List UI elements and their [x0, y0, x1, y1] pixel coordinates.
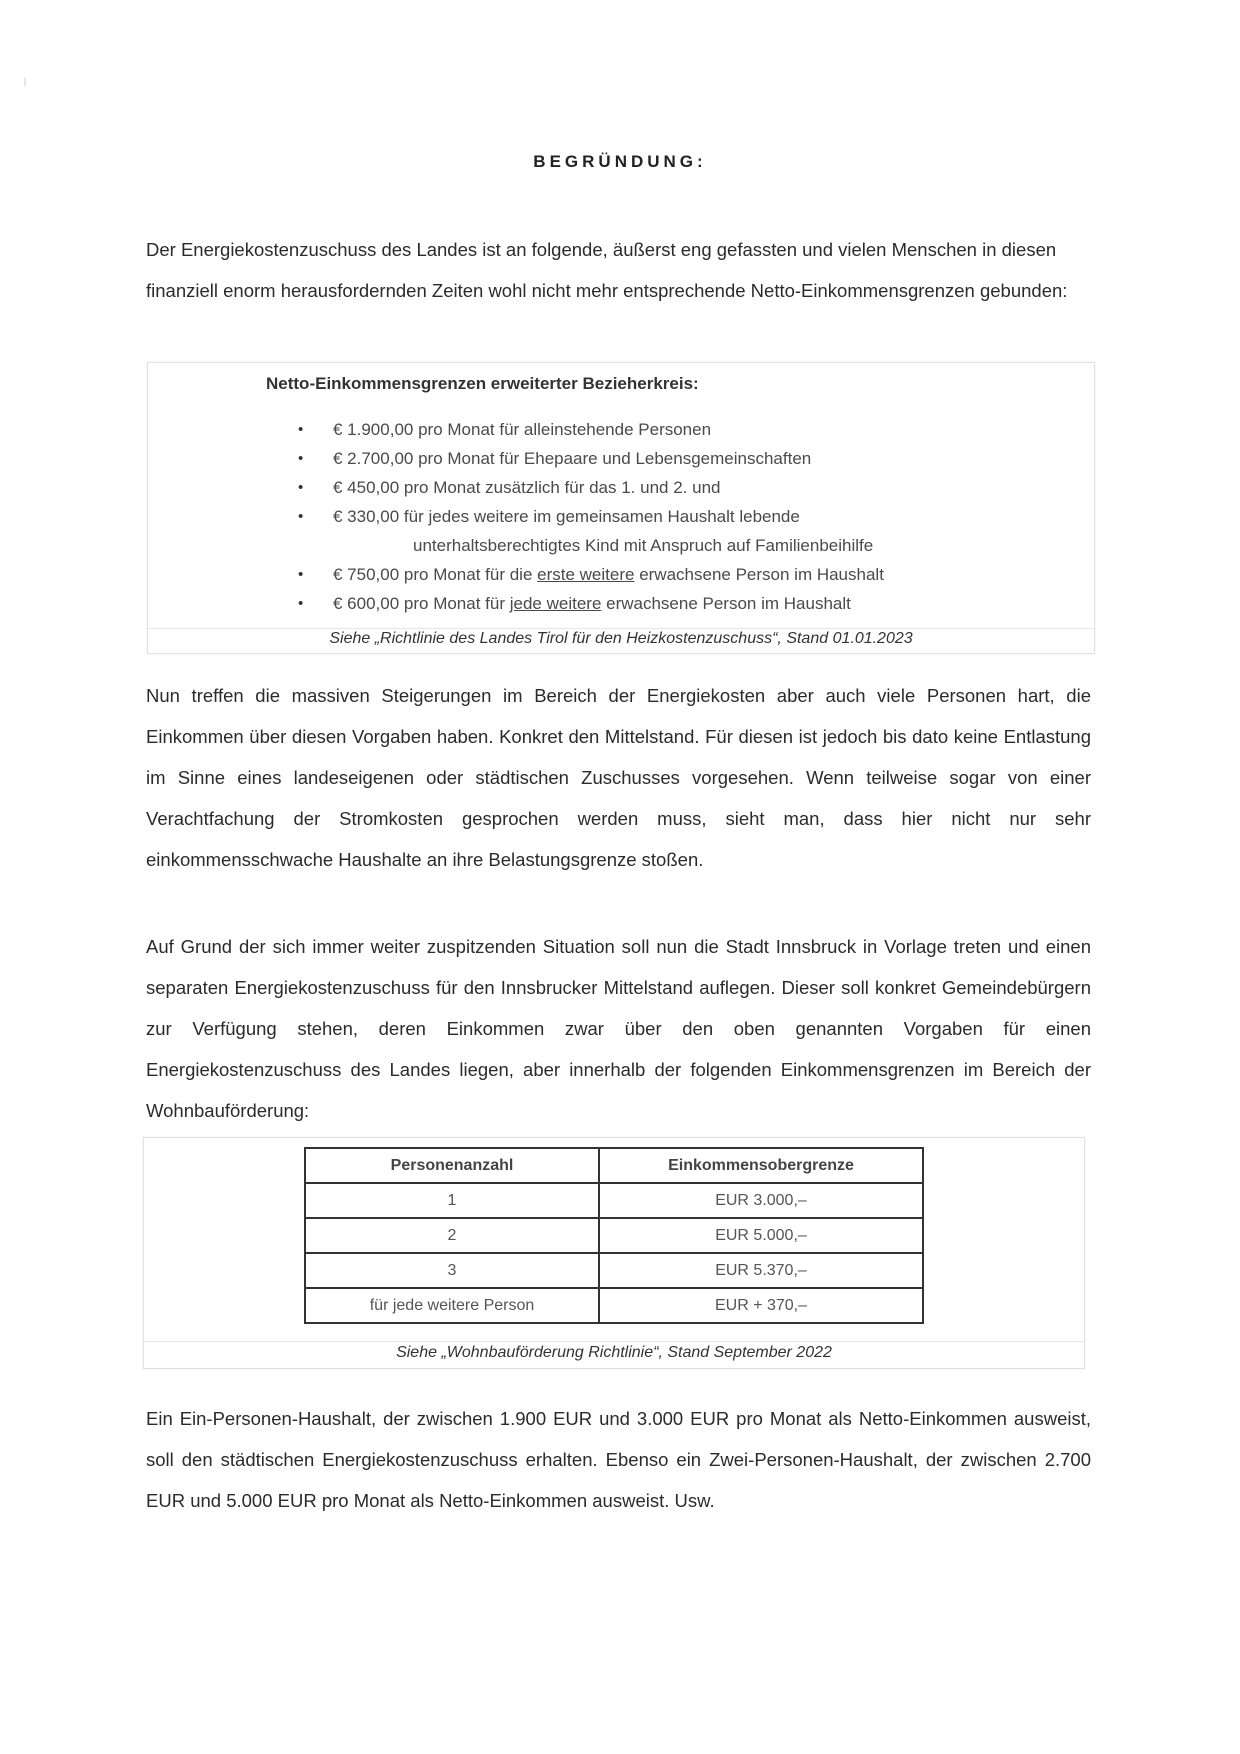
list-item-text: erwachsene Person im Haushalt: [634, 565, 884, 584]
list-item-text: erwachsene Person im Haushalt: [601, 594, 851, 613]
bullet-icon: •: [298, 479, 304, 496]
bullet-icon: •: [298, 450, 304, 467]
list-item-text: € 750,00 pro Monat für die: [333, 565, 538, 584]
bullet-icon: •: [298, 595, 304, 612]
list-item: [298, 560, 884, 589]
bullet-icon: •: [298, 421, 304, 438]
page-title: BEGRÜNDUNG:: [533, 152, 707, 171]
table-cell: 3: [305, 1253, 599, 1288]
bullet-icon: •: [298, 508, 304, 525]
table-header-row: [305, 1148, 923, 1183]
table-cell: 1: [305, 1183, 599, 1218]
paragraph-intro: [146, 229, 1091, 311]
source-caption: Siehe „Richtlinie des Landes Tirol für den Heizkostenzuschuss“, Stand 01.01.2023: [329, 630, 913, 647]
list-item: [298, 502, 884, 560]
list-item: [298, 589, 884, 618]
table-cell: EUR 3.000,–: [599, 1183, 923, 1218]
table-row: [305, 1218, 923, 1253]
table-header: Einkommensobergrenze: [599, 1148, 923, 1183]
paragraph-proposal-text: Auf Grund der sich immer weiter zuspitzenden Situation soll nun die Stadt Innsbruck in Vorlage treten und einen separaten Energiekostenzuschuss für den Innsbrucker Mittelstand auflegen. Dieser soll konkret Gemeindebürgern zur Verfügung stehen, deren Einkommen zwar über den oben genannten Vorgaben für einen Energiekostenzuschuss des Landes liegen, aber innerhalb der folgenden Einkommensgrenzen im Bereich der Wohnbauförderung:: [146, 936, 1091, 1121]
box-divider: [144, 1341, 1084, 1342]
table-cell: 2: [305, 1218, 599, 1253]
income-limits-list: [298, 415, 884, 618]
list-item-text: € 1.900,00 pro Monat für alleinstehende Personen: [333, 420, 712, 439]
box-divider: [148, 628, 1094, 629]
income-table-box: [143, 1137, 1085, 1369]
underlined-text: erste weitere: [537, 565, 635, 584]
list-item: [298, 415, 884, 444]
scan-speck: [24, 78, 26, 86]
table-cell: EUR 5.000,–: [599, 1218, 923, 1253]
paragraph-example-text: Ein Ein-Personen-Haushalt, der zwischen 1.900 EUR und 3.000 EUR pro Monat als Netto-Einkommen ausweist, soll den städtischen Energiekostenzuschuss erhalten. Ebenso ein Zwei-Personen-Haushalt, der zwischen 2.700 EUR und 5.000 EUR pro Monat als Netto-Einkommen ausweist. Usw.: [146, 1408, 1091, 1511]
table-row: [305, 1183, 923, 1218]
table-cell: EUR 5.370,–: [599, 1253, 923, 1288]
table-cell: für jede weitere Person: [305, 1288, 599, 1323]
table-row: [305, 1253, 923, 1288]
income-table: [304, 1147, 924, 1324]
income-limits-heading: Netto-Einkommensgrenzen erweiterter Bezieherkreis:: [266, 374, 699, 393]
table-header: Personenanzahl: [305, 1148, 599, 1183]
source-caption: Siehe „Wohnbauförderung Richtlinie“, Stand September 2022: [396, 1344, 832, 1361]
table-cell: EUR + 370,–: [599, 1288, 923, 1323]
income-limits-box: [147, 362, 1095, 654]
paragraph-intro-text: Der Energiekostenzuschuss des Landes ist an folgende, äußerst eng gefassten und vielen Menschen in diesen finanziell enorm herausfordernden Zeiten wohl nicht mehr entsprechende Netto-Einkommensgrenzen gebunden:: [146, 239, 1068, 301]
list-item: [298, 473, 884, 502]
list-item: [298, 444, 884, 473]
paragraph-middle-class: [146, 675, 1091, 880]
list-item-text: € 330,00 für jedes weitere im gemeinsamen Haushalt lebende: [333, 507, 800, 526]
bullet-icon: •: [298, 566, 304, 583]
list-item-text: € 600,00 pro Monat für: [333, 594, 510, 613]
list-item-continuation: unterhaltsberechtigtes Kind mit Anspruch auf Familienbeihilfe: [413, 536, 874, 555]
underlined-text: jede weitere: [509, 594, 602, 613]
paragraph-middle-class-text: Nun treffen die massiven Steigerungen im Bereich der Energiekosten aber auch viele Personen hart, die Einkommen über diesen Vorgaben haben. Konkret den Mittelstand. Für diesen ist jedoch bis dato keine Entlastung im Sinne eines landeseigenen oder städtischen Zuschusses vorgesehen. Wenn teilweise sogar von einer Verachtfachung der Stromkosten gesprochen werden muss, sieht man, dass hier nicht nur sehr einkommensschwache Haushalte an ihre Belastungsgrenze stoßen.: [146, 685, 1091, 870]
paragraph-example: [146, 1398, 1091, 1521]
list-item-text: € 2.700,00 pro Monat für Ehepaare und Lebensgemeinschaften: [333, 449, 812, 468]
paragraph-proposal: [146, 926, 1091, 1131]
table-row: [305, 1288, 923, 1323]
list-item-text: € 450,00 pro Monat zusätzlich für das 1. und 2. und: [333, 478, 721, 497]
